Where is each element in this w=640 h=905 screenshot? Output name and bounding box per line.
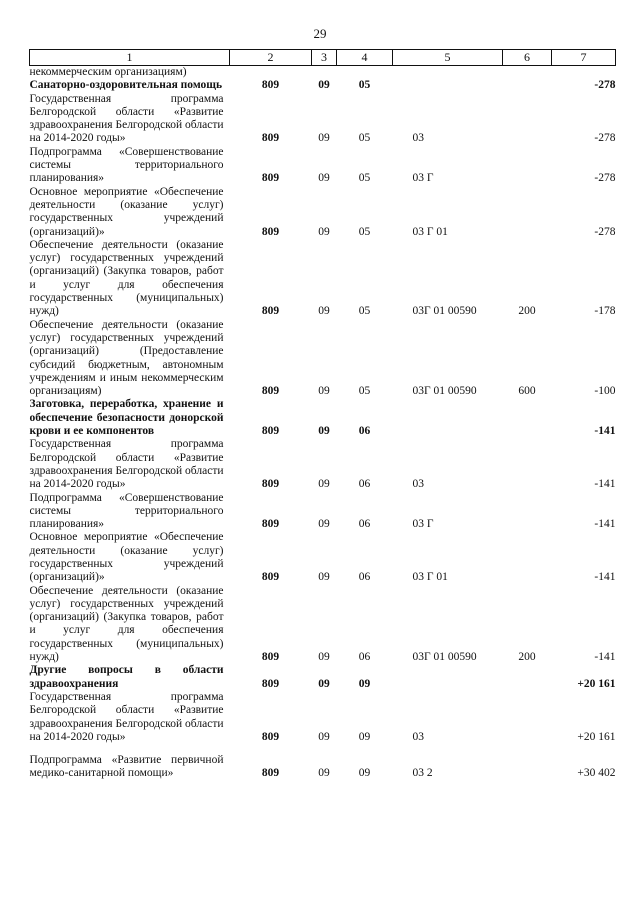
- row-name-cell: некоммерческим организациям): [29, 66, 187, 78]
- row-code-section-cell: 09: [318, 385, 330, 398]
- table-row: [30, 66, 616, 80]
- row-code-subsection-cell: 05: [358, 79, 371, 92]
- row-amount-cell: -141: [594, 651, 616, 664]
- row-code-section-cell: [312, 66, 337, 80]
- row-code-chapter-cell: 809: [261, 305, 280, 318]
- row-code-section-cell: 09: [318, 225, 330, 238]
- table-row: [30, 664, 616, 691]
- row-code-section-cell: 09: [318, 651, 330, 664]
- row-target-article-cell: [393, 664, 503, 691]
- row-target-article-cell: 03Г 01 00590: [412, 305, 477, 318]
- row-expense-type-cell: [503, 66, 552, 80]
- table-row: [30, 93, 616, 146]
- row-code-section-cell: 09: [318, 79, 330, 92]
- table-body: [30, 66, 616, 781]
- row-target-article-cell: [393, 79, 503, 92]
- table-row: [30, 186, 616, 239]
- table-row: [30, 438, 616, 491]
- row-expense-type-cell: [503, 664, 552, 691]
- row-code-chapter-cell: 809: [261, 225, 280, 238]
- row-amount-cell: -141: [594, 571, 616, 584]
- row-code-chapter-cell: 809: [261, 651, 280, 664]
- table-row: [30, 492, 616, 532]
- table-row: [30, 585, 616, 665]
- row-expense-type-cell: [503, 492, 552, 532]
- row-code-subsection-cell: 05: [358, 385, 371, 398]
- row-amount-cell: -278: [594, 79, 616, 92]
- row-target-article-cell: 03 Г 01: [412, 571, 448, 584]
- row-name-cell: Подпрограмма «Совершенствование системы территориального планирования»: [29, 491, 224, 531]
- row-expense-type-cell: [503, 186, 552, 239]
- row-code-section-cell: 09: [318, 478, 330, 491]
- row-code-section-cell: 09: [318, 305, 330, 318]
- row-code-chapter-cell: 809: [261, 385, 280, 398]
- row-code-subsection-cell: 06: [358, 425, 371, 438]
- row-code-subsection-cell: 06: [358, 518, 371, 531]
- row-expense-type-cell: [503, 79, 552, 92]
- row-code-section-cell: 09: [318, 571, 330, 584]
- page-number: 29: [313, 26, 327, 41]
- row-target-article-cell: [393, 398, 503, 438]
- row-name-cell: Обеспечение деятельности (оказание услуг) государственных учреждений (организаций) (Предоставление субсидий бюджетным, автономным учреждениям и иным некоммерческим организациям): [29, 318, 224, 398]
- header-cell-4: 4: [337, 50, 393, 66]
- row-code-subsection-cell: 05: [358, 132, 371, 145]
- row-code-subsection-cell: 06: [358, 651, 371, 664]
- row-code-subsection-cell: 09: [358, 767, 371, 780]
- header-cell-6: 6: [503, 50, 552, 66]
- row-expense-type-cell: [503, 146, 552, 186]
- row-code-subsection-cell: 05: [358, 172, 371, 185]
- row-amount-cell: -278: [594, 132, 616, 145]
- table-row: [30, 691, 616, 744]
- row-name-cell: Подпрограмма «Развитие первичной медико-санитарной помощи»: [29, 754, 224, 780]
- row-target-article-cell: 03Г 01 00590: [412, 651, 477, 664]
- table-row: [30, 239, 616, 319]
- header-cell-1: 1: [30, 50, 230, 66]
- row-code-chapter-cell: 809: [261, 677, 280, 690]
- table-row: [30, 398, 616, 438]
- header-cell-5: 5: [393, 50, 503, 66]
- row-target-article-cell: 03 Г: [412, 518, 434, 531]
- table-row: [30, 79, 616, 92]
- header-cell-3: 3: [312, 50, 337, 66]
- row-amount-cell: [552, 66, 616, 80]
- row-amount-cell: -178: [594, 305, 616, 318]
- row-amount-cell: -141: [594, 518, 616, 531]
- row-target-article-cell: [393, 66, 503, 80]
- row-code-section-cell: 09: [318, 132, 330, 145]
- row-code-chapter-cell: 809: [261, 132, 280, 145]
- row-amount-cell: -141: [594, 425, 616, 438]
- table-row: [30, 146, 616, 186]
- row-name-cell: Государственная программа Белгородской области «Развитие здравоохранения Белгородской области на 2014-2020 годы»: [29, 438, 224, 491]
- row-expense-type-cell: [503, 691, 552, 744]
- row-amount-cell: +20 161: [577, 677, 616, 690]
- row-expense-type-cell: 200: [518, 651, 536, 664]
- row-name-cell: Заготовка, переработка, хранение и обеспечение безопасности донорской крови и ее компонентов: [29, 398, 224, 438]
- row-code-subsection-cell: 06: [358, 571, 371, 584]
- row-expense-type-cell: [503, 438, 552, 491]
- row-code-section-cell: 09: [318, 767, 330, 780]
- row-target-article-cell: 03Г 01 00590: [412, 385, 477, 398]
- row-target-article-cell: 03: [412, 730, 424, 743]
- budget-table: [29, 49, 616, 781]
- row-expense-type-cell: [503, 744, 552, 781]
- row-target-article-cell: 03 Г 01: [412, 225, 448, 238]
- row-name-cell: Другие вопросы в области здравоохранения: [29, 664, 224, 690]
- row-name-cell: Основное мероприятие «Обеспечение деятельности (оказание услуг) государственных учреждений (организаций)»: [29, 531, 224, 584]
- row-target-article-cell: 03 2: [412, 767, 433, 780]
- row-code-chapter-cell: [230, 66, 312, 80]
- row-expense-type-cell: [503, 93, 552, 146]
- row-name-cell: Подпрограмма «Совершенствование системы территориального планирования»: [29, 145, 224, 185]
- row-code-subsection-cell: 06: [358, 478, 371, 491]
- table-row: [30, 744, 616, 781]
- row-code-subsection-cell: 05: [358, 305, 371, 318]
- row-code-chapter-cell: 809: [261, 172, 280, 185]
- row-amount-cell: -141: [594, 478, 616, 491]
- row-code-section-cell: 09: [318, 425, 330, 438]
- row-expense-type-cell: [503, 398, 552, 438]
- row-target-article-cell: 03: [412, 132, 424, 145]
- row-code-subsection-cell: 09: [358, 730, 371, 743]
- row-code-chapter-cell: 809: [261, 478, 280, 491]
- row-amount-cell: +30 402: [577, 767, 616, 780]
- row-code-subsection-cell: [337, 66, 393, 80]
- row-name-cell: Обеспечение деятельности (оказание услуг) государственных учреждений (организаций) (Закупка товаров, работ и услуг для обеспечения государственных (муниципальных) нужд): [29, 584, 224, 664]
- row-amount-cell: +20 161: [577, 730, 616, 743]
- row-code-subsection-cell: 09: [358, 677, 371, 690]
- row-code-chapter-cell: 809: [261, 79, 280, 92]
- row-target-article-cell: 03: [412, 478, 424, 491]
- row-amount-cell: -278: [594, 172, 616, 185]
- row-code-section-cell: 09: [318, 677, 330, 690]
- header-cell-7: 7: [552, 50, 616, 66]
- row-name-cell: Обеспечение деятельности (оказание услуг) государственных учреждений (организаций) (Закупка товаров, работ и услуг для обеспечения государственных (муниципальных) нужд): [29, 238, 224, 318]
- table-header-row: [30, 50, 616, 66]
- row-name-cell: Основное мероприятие «Обеспечение деятельности (оказание услуг) государственных учреждений (организаций)»: [29, 185, 224, 238]
- row-name-cell: Санаторно-оздоровительная помощь: [29, 79, 223, 92]
- row-expense-type-cell: 600: [518, 385, 536, 398]
- row-code-section-cell: 09: [318, 518, 330, 531]
- header-cell-2: 2: [230, 50, 312, 66]
- row-expense-type-cell: [503, 531, 552, 584]
- row-code-chapter-cell: 809: [261, 571, 280, 584]
- row-amount-cell: -100: [594, 385, 616, 398]
- row-name-cell: Государственная программа Белгородской области «Развитие здравоохранения Белгородской области на 2014-2020 годы»: [29, 690, 224, 743]
- row-target-article-cell: 03 Г: [412, 172, 434, 185]
- row-code-chapter-cell: 809: [261, 730, 280, 743]
- row-code-section-cell: 09: [318, 172, 330, 185]
- table-row: [30, 319, 616, 399]
- row-code-subsection-cell: 05: [358, 225, 371, 238]
- row-expense-type-cell: 200: [518, 305, 536, 318]
- row-code-chapter-cell: 809: [261, 425, 280, 438]
- row-code-chapter-cell: 809: [261, 518, 280, 531]
- row-amount-cell: -278: [594, 225, 616, 238]
- table-row: [30, 531, 616, 584]
- row-code-section-cell: 09: [318, 730, 330, 743]
- row-code-chapter-cell: 809: [261, 767, 280, 780]
- row-name-cell: Государственная программа Белгородской области «Развитие здравоохранения Белгородской области на 2014-2020 годы»: [29, 92, 224, 145]
